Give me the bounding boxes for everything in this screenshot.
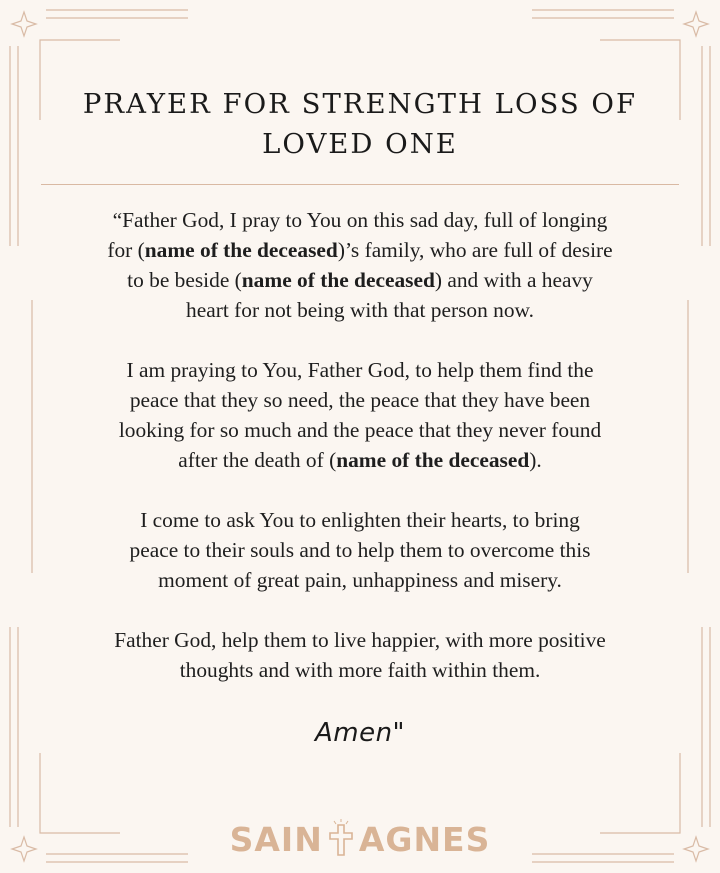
page-title (40, 84, 680, 164)
prayer-text: ). (529, 448, 542, 472)
closing-amen: Amen" (314, 718, 406, 748)
deceased-name-placeholder: name of the deceased (241, 268, 435, 292)
logo-text-left: SAIN (229, 819, 323, 859)
prayer-text: I am praying to You, Father God, to help them find the (126, 358, 594, 382)
prayer-line (40, 385, 680, 415)
prayer-text: for ( (107, 238, 145, 262)
title-line-2: LOVED ONE (262, 128, 458, 160)
prayer-text: looking for so much and the peace that they never found (118, 418, 602, 442)
prayer-line (40, 505, 680, 535)
prayer-line (40, 415, 680, 445)
prayer-line (40, 235, 680, 265)
prayer-text: heart for not being with that person now. (186, 298, 534, 322)
prayer-line (40, 265, 680, 295)
prayer-text: Father God, help them to live happier, with more positive (114, 628, 606, 652)
prayer-text: “Father God, I pray to You on this sad day, full of longing (112, 208, 608, 232)
deceased-name-placeholder: name of the deceased (144, 238, 338, 262)
prayer-text: I come to ask You to enlighten their hearts, to bring (140, 508, 580, 532)
prayer-paragraph (40, 205, 680, 325)
title-divider (41, 184, 679, 185)
prayer-line (40, 445, 680, 475)
prayer-text: thoughts and with more faith within them. (179, 658, 541, 682)
prayer-line (40, 205, 680, 235)
prayer-text: moment of great pain, unhappiness and misery. (158, 568, 562, 592)
prayer-text: peace that they so need, the peace that they have been (129, 388, 591, 412)
prayer-line (40, 355, 680, 385)
prayer-line (40, 535, 680, 565)
prayer-line (40, 565, 680, 595)
prayer-text: to be beside ( (127, 268, 242, 292)
title-line-1: PRAYER FOR STRENGTH LOSS OF (82, 88, 638, 120)
prayer-line (40, 655, 680, 685)
prayer-text: ) and with a heavy (434, 268, 593, 292)
prayer-paragraph (40, 505, 680, 595)
logo-text-right: AGNES (358, 819, 491, 859)
prayer-text: after the death of ( (178, 448, 337, 472)
prayer-paragraph (40, 625, 680, 685)
prayer-line (40, 625, 680, 655)
prayer-text: )’s family, who are full of desire (337, 238, 613, 262)
cross-icon (327, 819, 355, 859)
prayer-line (40, 295, 680, 325)
prayer-paragraph (40, 355, 680, 475)
prayer-text: peace to their souls and to help them to overcome this (129, 538, 591, 562)
prayer-body (40, 205, 680, 715)
saint-agnes-logo (0, 817, 720, 861)
deceased-name-placeholder: name of the deceased (336, 448, 530, 472)
